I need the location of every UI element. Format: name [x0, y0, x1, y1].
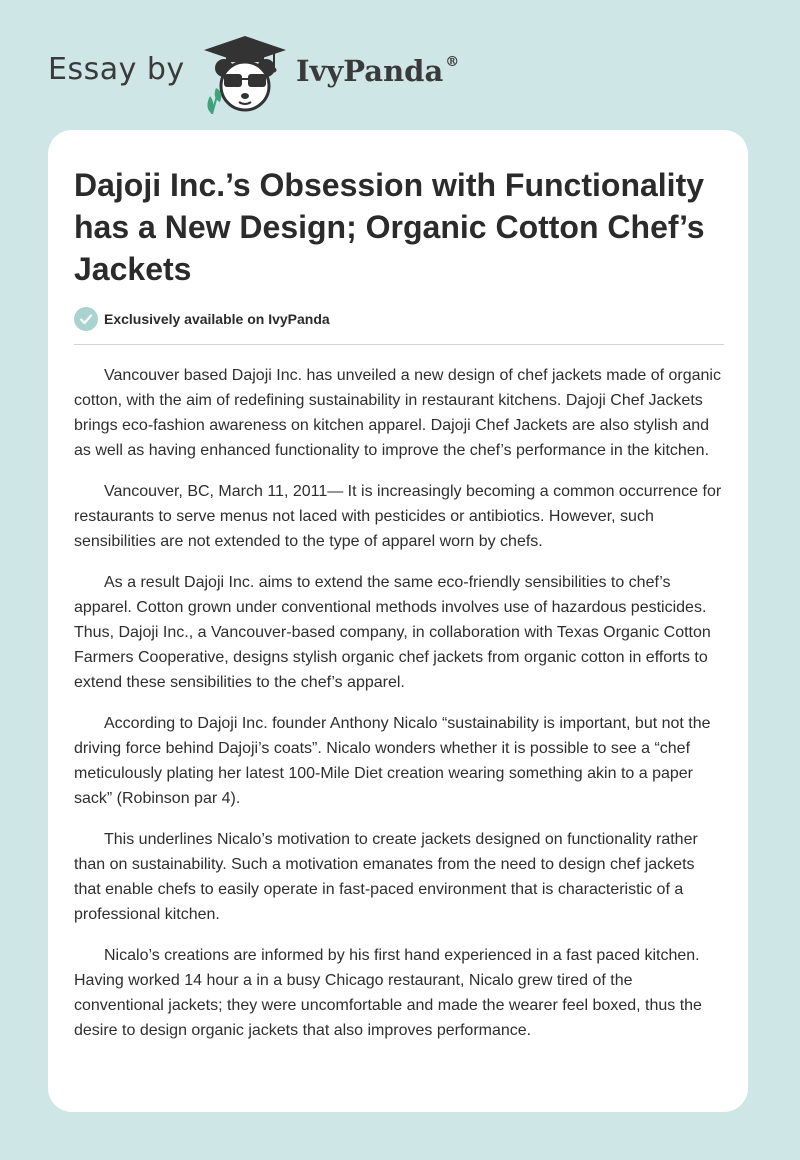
- panda-logo-icon[interactable]: [202, 34, 288, 114]
- paragraph: This underlines Nicalo’s motivation to create jackets designed on functionality rather than on sustainability. Such a motivation emanates from the need to design chef jackets that enable chefs to easily operate in fast-paced environment that is characteristic of a professional kitchen.: [74, 831, 698, 923]
- essay-by-label: Essay by: [48, 52, 185, 87]
- article-title: Dajoji Inc.’s Obsession with Functionality has a New Design; Organic Cotton Chef’s Jackets: [74, 167, 705, 287]
- check-icon: [74, 307, 98, 331]
- paragraph: Vancouver, BC, March 11, 2011— It is increasingly becoming a common occurrence for restaurants to serve menus not laced with pesticides or antibiotics. However, such sensibilities are not extended to the type of apparel worn by chefs.: [74, 483, 722, 550]
- brand-text: IvyPanda: [296, 54, 444, 88]
- paragraph: Vancouver based Dajoji Inc. has unveiled a new design of chef jackets made of organic cotton, with the aim of redefining sustainability in restaurant kitchens. Dajoji Chef Jackets brings eco-fashion awareness on kitchen apparel. Dajoji Chef Jackets are also stylish and as well as having enhanced functionality to improve the chef’s performance in the kitchen.: [74, 367, 721, 459]
- exclusive-label: Exclusively available on IvyPanda: [104, 311, 330, 327]
- divider: [74, 344, 724, 345]
- brand-name[interactable]: [296, 54, 459, 88]
- article-card: [48, 130, 748, 1112]
- site-header: [48, 30, 508, 110]
- paragraph: As a result Dajoji Inc. aims to extend the same eco-friendly sensibilities to chef’s apparel. Cotton grown under conventional methods involves use of hazardous pesticides. Thus, Dajoji Inc., a Vancouver-based company, in collaboration with Texas Organic Cotton Farmers Cooperative, designs stylish organic chef jackets from organic cotton in efforts to extend these sensibilities to the chef’s apparel.: [74, 574, 711, 691]
- registered-mark: ®: [445, 54, 460, 71]
- paragraph: Nicalo’s creations are informed by his first hand experienced in a fast paced kitchen. Having worked 14 hour a in a busy Chicago restaurant, Nicalo grew tired of the conventional jackets; they were uncomfortable and made the wearer feel boxed, thus the desire to design organic jackets that also improves performance.: [74, 947, 702, 1039]
- exclusive-badge: [74, 306, 330, 332]
- paragraph: According to Dajoji Inc. founder Anthony Nicalo “sustainability is important, but not the driving force behind Dajoji’s coats”. Nicalo wonders whether it is possible to see a “chef meticulously plating her latest 100-Mile Diet creation wearing something akin to a paper sack” (Robinson par 4).: [74, 715, 711, 807]
- article-body: [74, 363, 724, 1059]
